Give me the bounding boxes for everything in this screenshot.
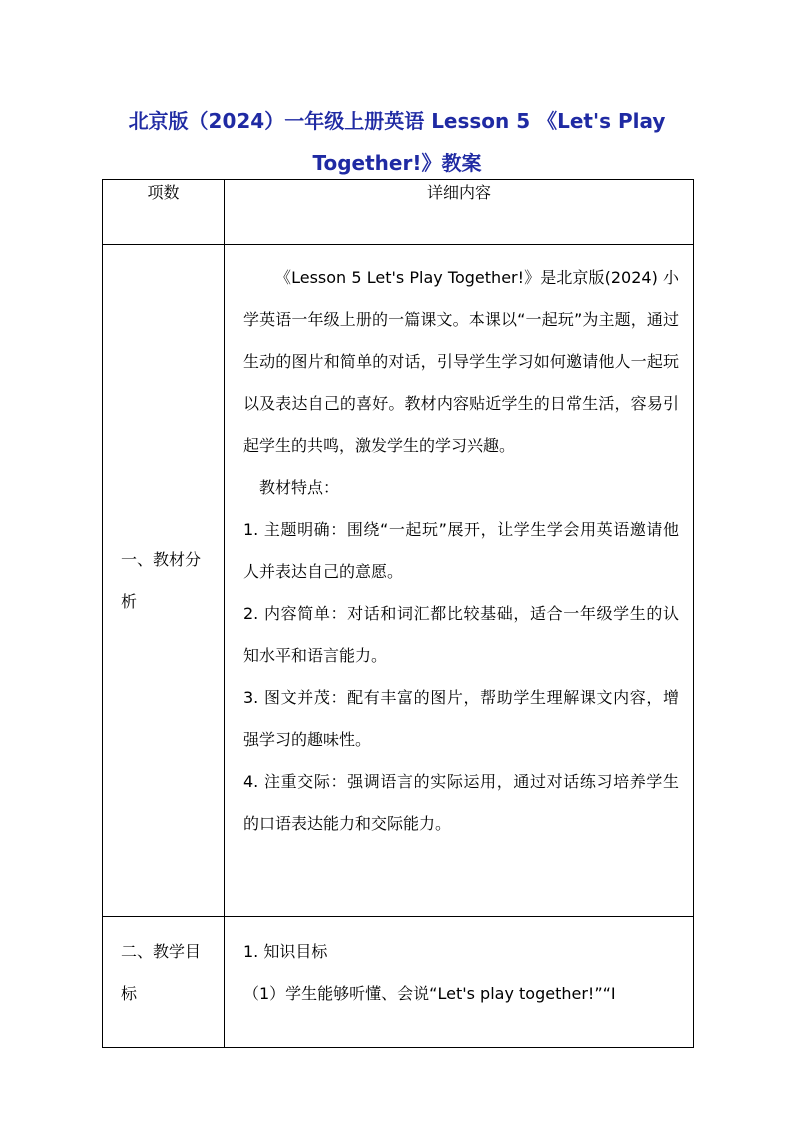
feature-item: 3. 图文并茂：配有丰富的图片，帮助学生理解课文内容，增强学习的趣味性。 [243, 688, 679, 749]
header-detail-column: 详细内容 [225, 180, 694, 245]
feature-item: 1. 主题明确：围绕“一起玩”展开，让学生学会用英语邀请他人并表达自己的意愿。 [243, 520, 679, 581]
goal-item: （1）学生能够听懂、会说“Let's play together!”“I [243, 984, 616, 1003]
goal-item: 1. 知识目标 [243, 942, 328, 961]
header-item-column: 项数 [103, 180, 225, 245]
table-row [103, 917, 694, 1048]
section-label-teaching-goals: 二、教学目标 [103, 917, 225, 1048]
table-header-row [103, 180, 694, 245]
table-row [103, 245, 694, 917]
intro-paragraph: 《Lesson 5 Let's Play Together!》是北京版(2024) 小学英语一年级上册的一篇课文。本课以“一起玩”为主题，通过生动的图片和简单的对话，引导学生学习如何邀请他人一起玩以及表达自己的喜好。教材内容贴近学生的日常生活，容易引起学生的共鸣，激发学生的学习兴趣。 [243, 268, 679, 455]
section-label-textbook-analysis: 一、教材分析 [103, 245, 225, 917]
feature-item: 4. 注重交际：强调语言的实际运用，通过对话练习培养学生的口语表达能力和交际能力。 [243, 772, 679, 833]
features-heading: 教材特点： [259, 478, 340, 497]
lesson-plan-table [102, 179, 694, 1048]
feature-item: 2. 内容简单：对话和词汇都比较基础，适合一年级学生的认知水平和语言能力。 [243, 604, 679, 665]
title-line-1: 北京版（2024）一年级上册英语 Lesson 5 《Let's Play [128, 109, 666, 133]
section-content-textbook-analysis [225, 245, 694, 917]
document-title [100, 100, 694, 184]
section-content-teaching-goals [225, 917, 694, 1048]
title-line-2: Together!》教案 [312, 151, 482, 175]
